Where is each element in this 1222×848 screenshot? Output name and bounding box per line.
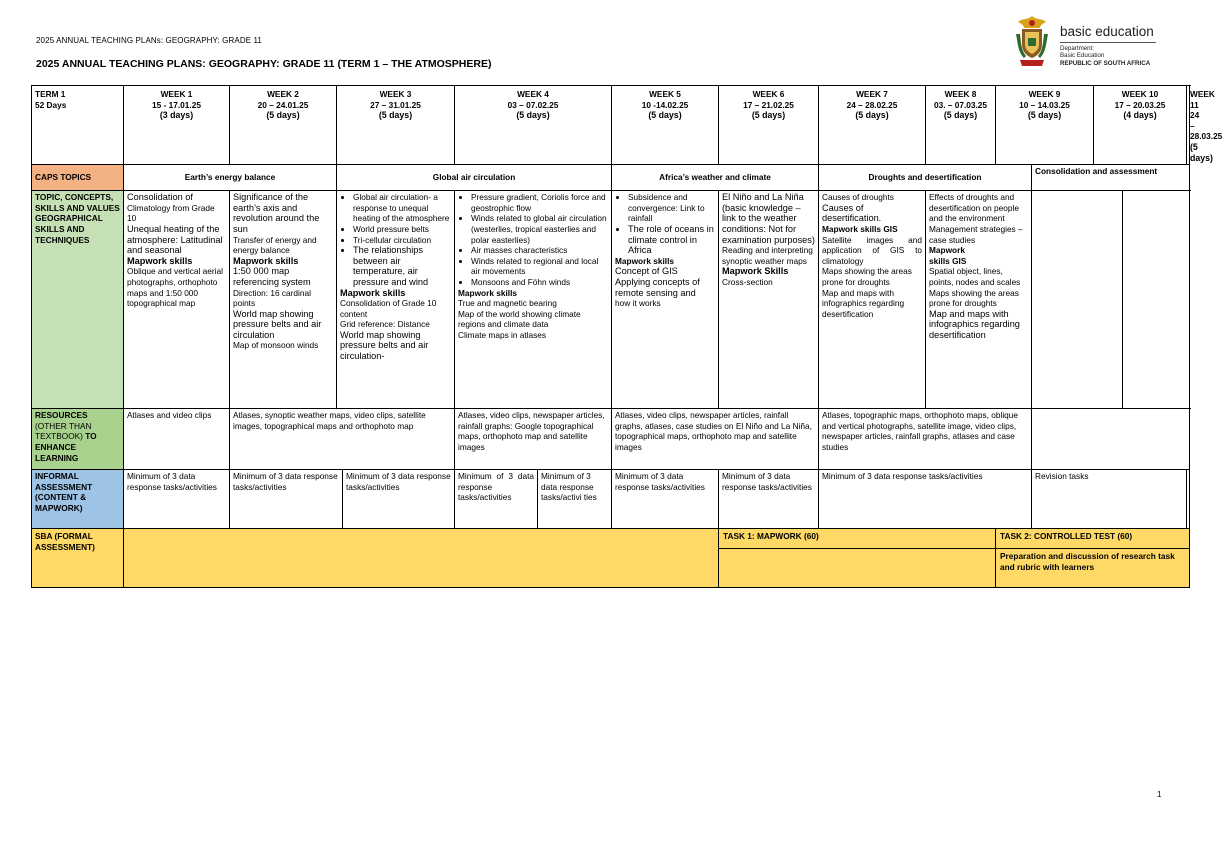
week-days: (5 days): [751, 110, 786, 121]
resources-weeks-5-6: Atlases, video clips, newspaper articles, rainfall graphs, atlases, case studies on El Niño and La Niña, topographical maps, orthophoto map and satellite images: [612, 409, 819, 470]
topic-bullet: • Tri-cellular circulation: [353, 235, 451, 246]
caps-topic-africa-climate: Africa’s weather and climate: [612, 165, 819, 191]
week-10-topics: [1123, 191, 1190, 409]
department-logo: [1012, 14, 1162, 70]
week-dates: 10 -14.02.25: [641, 99, 689, 110]
dept-line-2: Basic Education: [1060, 52, 1105, 60]
resources-label: [32, 409, 124, 470]
week-4-topics: [455, 191, 612, 409]
week-8-header: [926, 86, 996, 165]
topic-line: True and magnetic bearing: [458, 298, 557, 309]
topic-bullet: • The role of oceans in climate control in Africa: [628, 224, 715, 256]
informal-assessment-row: [32, 470, 1190, 529]
topic-heading: skills GIS: [929, 255, 967, 266]
informal-weeks-7-9: Minimum of 3 data response tasks/activities: [819, 470, 1032, 529]
topic-line: how it works: [615, 298, 661, 309]
topic-line: World map showing pressure belts and air circulation: [233, 308, 322, 340]
caps-topic-air-circulation: Global air circulation: [337, 165, 612, 191]
week-label: WEEK 3: [379, 89, 412, 99]
topic-line: Map and maps with infographics regarding desertification: [929, 308, 1020, 340]
week-dates: 17 – 21.02.25: [743, 99, 794, 110]
sba-label: SBA (FORMAL ASSESSMENT): [32, 529, 124, 588]
week-days: (5 days): [266, 110, 300, 121]
informal-revision: Revision tasks: [1032, 470, 1187, 529]
informal-blank: [1187, 470, 1190, 529]
week-label: WEEK 7: [856, 89, 888, 99]
resources-week-1: Atlases and video clips: [124, 409, 230, 470]
topic-bullet: • Global air circulation- a response to unequal heating of the atmosphere: [353, 192, 451, 224]
topic-line: Satellite images and application of GIS to climatology: [822, 234, 922, 266]
week-3-bullet-list: [340, 192, 451, 287]
sba-task-2-block: [996, 529, 1189, 587]
week-label: WEEK 1: [160, 89, 193, 99]
week-1-header: [124, 86, 230, 165]
week-4-header: [455, 86, 612, 165]
informal-week-4b: Minimum of 3 data response tasks/activi ties: [538, 470, 612, 529]
sba-task-1-block: [719, 529, 995, 587]
topic-line: Maps showing the areas prone for droughts: [929, 287, 1019, 309]
topic-line: Spatial object, lines, points, nodes and scales: [929, 266, 1021, 287]
week-days: (5 days): [378, 110, 413, 121]
topic-line: Map and maps with infographics regarding desertification: [822, 287, 905, 319]
topic-bullet: • Monsoons and Föhn winds: [471, 277, 608, 288]
topic-line: Maps showing the areas prone for droughts: [822, 266, 912, 287]
week-dates: 20 – 24.01.25: [257, 99, 309, 110]
topic-heading: Mapwork skills GIS: [822, 223, 898, 234]
topic-bullet: • Winds related to global air circulation (westerlies, tropical easterlies and polar easterlies): [471, 213, 608, 245]
term-header: [32, 86, 124, 165]
topics-row: [32, 191, 1190, 409]
week-days: (5 days): [648, 110, 682, 121]
term-label: TERM 1: [35, 89, 66, 99]
resources-label-tail: TO ENHANCE LEARNING: [35, 431, 97, 463]
week-label: WEEK 9: [1028, 89, 1061, 99]
week-5-bullet-list: [615, 192, 715, 256]
sba-task-2: TASK 2: CONTROLLED TEST (60): [996, 529, 1189, 549]
resources-label-main: RESOURCES: [35, 410, 88, 421]
week-9-header: [996, 86, 1094, 165]
resources-weeks-7-9: Atlases, topographic maps, orthophoto maps, oblique and vertical photographs, satellite image, video clips, newspaper articles, rainfall graphs, atlases and case studies: [819, 409, 1032, 470]
page-title: 2025 ANNUAL TEACHING PLANS: GEOGRAPHY: GRADE 11 (TERM 1 – THE ATMOSPHERE): [36, 58, 492, 70]
week-label: WEEK 5: [649, 89, 681, 99]
week-5-header: [612, 86, 719, 165]
week-5-topics: [612, 191, 719, 409]
week-8-topics: [926, 191, 1032, 409]
topic-line: Transfer of energy and energy balance: [233, 234, 317, 256]
informal-week-5: Minimum of 3 data response tasks/activities: [612, 470, 719, 529]
topic-line: Management strategies – case studies: [929, 223, 1023, 245]
teaching-plan-table: [31, 85, 1222, 588]
topic-bullet: • The relationships between air temperature, air pressure and wind: [353, 245, 451, 287]
informal-week-3: Minimum of 3 data response tasks/activities: [343, 470, 455, 529]
sba-task-2-note: Preparation and discussion of research task and rubric with learners: [996, 549, 1189, 587]
topic-line: Reading and interpreting synoptic weather maps: [722, 245, 813, 266]
week-dates: 15 - 17.01.25: [152, 99, 201, 110]
topic-bullet: • World pressure belts: [353, 224, 451, 235]
week-dates: 03. – 07.03.25: [933, 99, 988, 110]
informal-week-4a: Minimum of 3 data response tasks/activities: [455, 470, 538, 529]
resources-row: [32, 409, 1190, 470]
sba-task-1-cell: [719, 529, 996, 588]
topic-line: Oblique and vertical aerial photographs, orthophoto maps and 1:50 000 topographical map: [127, 266, 223, 309]
topic-line: Significance of the earth’s axis and revolution around the sun: [233, 192, 320, 234]
logo-divider: [1060, 42, 1156, 43]
topic-line: 1:50 000 map referencing system: [233, 266, 311, 287]
topic-heading: Mapwork: [929, 245, 965, 256]
week-3-topics: [337, 191, 455, 409]
week-2-header: [230, 86, 337, 165]
topic-heading: Mapwork skills: [233, 255, 299, 266]
topic-line: Climate maps in atlases: [458, 329, 547, 340]
week-dates: 24 – 28.02.25: [846, 99, 898, 110]
brand-name: basic education: [1060, 24, 1154, 39]
page-number: 1: [1157, 790, 1162, 799]
topic-line: Causes of desertification.: [822, 202, 882, 224]
resources-weeks-10-11: [1032, 409, 1190, 470]
week-dates: 27 – 31.01.25: [370, 99, 421, 110]
informal-week-2: Minimum of 3 data response tasks/activities: [230, 470, 343, 529]
week-days: (5 days): [516, 110, 550, 121]
week-6-topics: [719, 191, 819, 409]
caps-topic-droughts: Droughts and desertification: [819, 165, 1032, 191]
resources-label-note: (OTHER THAN TEXTBOOK): [35, 420, 92, 442]
informal-assessment-label: INFORMAL ASSESSMENT (CONTENT & MAPWORK): [32, 470, 124, 529]
week-9-topics: [1032, 191, 1123, 409]
topic-line: Causes of droughts: [822, 192, 894, 203]
topic-heading: Mapwork Skills: [722, 266, 789, 277]
week-4-bullet-list: [458, 192, 608, 287]
week-dates: 03 – 07.02.25: [507, 99, 559, 110]
topic-line: Map of monsoon winds: [233, 340, 319, 351]
topic-line: Cross-section: [722, 276, 773, 287]
topic-line: Concept of GIS Applying concepts of remote sensing and: [615, 266, 700, 298]
topic-line: Unequal heating of the atmosphere: Latitudinal and seasonal: [127, 223, 223, 256]
sba-empty-weeks: [124, 529, 719, 588]
week-label: WEEK 10: [1121, 89, 1159, 99]
resources-week-4: Atlases, video clips, newspaper articles, rainfall graphs: Google topographical maps, orthophoto map and satellite images: [455, 409, 612, 470]
week-days: (5 days): [855, 110, 889, 121]
topic-heading: Mapwork skills: [458, 287, 518, 298]
week-2-topics: [230, 191, 337, 409]
topic-line: World map showing pressure belts and air circulation-: [340, 329, 429, 362]
caps-topics-row: [32, 165, 1190, 191]
running-head: 2025 ANNUAL TEACHING PLANs: GEOGRAPHY: GRADE 11: [36, 36, 262, 45]
informal-week-1: Minimum of 3 data response tasks/activities: [124, 470, 230, 529]
topic-heading: Mapwork skills: [615, 255, 675, 266]
informal-week-6: Minimum of 3 data response tasks/activities: [719, 470, 819, 529]
sba-row: [32, 529, 1190, 588]
topic-heading: Mapwork skills: [340, 287, 406, 298]
week-label: WEEK 4: [517, 89, 549, 99]
week-1-topics: [124, 191, 230, 409]
topic-bullet: • Pressure gradient, Coriolis force and geostrophic flow: [471, 192, 608, 213]
topic-line: Consolidation of: [127, 192, 193, 203]
resources-weeks-2-3: Atlases, synoptic weather maps, video clips, satellite images, topographical maps and orthophoto map: [230, 409, 455, 470]
topic-line: Grid reference: Distance: [340, 319, 430, 330]
dept-line-3: REPUBLIC OF SOUTH AFRICA: [1060, 59, 1151, 67]
topic-line: El Niño and La Niña (basic knowledge – link to the weather conditions: Not for examination purposes): [722, 192, 815, 245]
sba-task-1-fill: [719, 549, 995, 587]
sba-task-1: TASK 1: MAPWORK (60): [719, 529, 995, 549]
topic-heading: Mapwork skills: [127, 255, 193, 266]
caps-topic-energy-balance: Earth’s energy balance: [124, 165, 337, 191]
week-6-header: [719, 86, 819, 165]
topic-bullet: • Winds related to regional and local air movements: [471, 256, 608, 277]
coat-of-arms-icon: [1012, 14, 1052, 68]
term-days: 52 Days: [35, 99, 67, 110]
topic-line: Climatology from Grade 10: [127, 202, 215, 224]
department-name: [1060, 45, 1150, 67]
topic-bullet: • Subsidence and convergence: Link to rainfall: [628, 192, 715, 224]
week-label: WEEK 2: [267, 89, 299, 99]
week-header-row: [32, 86, 1190, 165]
week-label: WEEK 6: [752, 89, 785, 99]
topic-bullet: • Air masses characteristics: [471, 245, 608, 256]
week-days: (5 days): [1027, 110, 1062, 121]
week-dates: 17 – 20.03.25: [1114, 99, 1166, 110]
week-dates: 10 – 14.03.25: [1019, 99, 1070, 110]
dept-line-1: Department:: [1060, 45, 1095, 52]
week-10-header: [1094, 86, 1187, 165]
topic-line: Consolidation of Grade 10 content: [340, 298, 437, 319]
week-days: (5 days): [943, 110, 978, 121]
week-label: WEEK 8: [944, 89, 977, 99]
topic-line: Map of the world showing climate regions and climate data: [458, 308, 581, 330]
topics-label: TOPIC, CONCEPTS, SKILLS AND VALUES GEOGRAPHICAL SKILLS AND TECHNIQUES: [32, 191, 124, 409]
week-11-header: WEEK 11 24 – 28.03.25 (5 days): [1187, 86, 1190, 165]
topic-line: Direction: 16 cardinal points: [233, 287, 311, 309]
caps-topics-label: CAPS TOPICS: [32, 165, 124, 191]
week-7-topics: [819, 191, 926, 409]
sba-task-2-cell: [996, 529, 1190, 588]
week-3-header: [337, 86, 455, 165]
topic-line: Effects of droughts and desertification on people and the environment: [929, 192, 1019, 224]
week-days: (4 days): [1123, 110, 1157, 121]
week-7-header: [819, 86, 926, 165]
week-days: (3 days): [159, 110, 194, 121]
caps-topic-consolidation: Consolidation and assessment: [1032, 165, 1190, 191]
